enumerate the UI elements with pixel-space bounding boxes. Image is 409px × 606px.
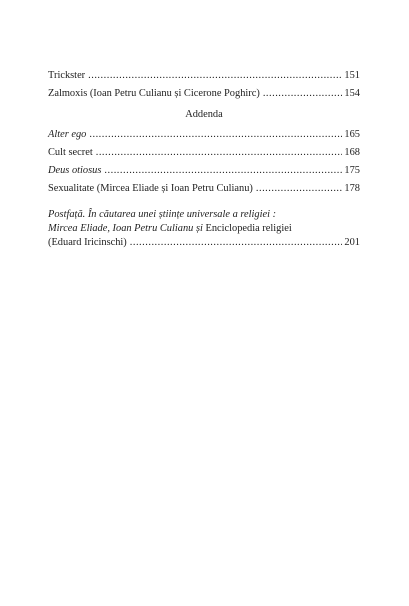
toc-page-number: 178 [344, 183, 360, 194]
leader-dots [256, 182, 343, 196]
toc-entry-title: Alter ego [48, 129, 87, 140]
leader-dots [89, 128, 342, 142]
toc-entry-zalmoxis [48, 87, 360, 101]
leader-dots [104, 164, 342, 178]
postfata-title-line2 [48, 222, 360, 236]
toc-page-number: 201 [344, 237, 360, 248]
toc-entry-deus-otiosus [48, 164, 360, 178]
toc-page-number: 168 [344, 147, 360, 158]
toc-page-number: 154 [344, 88, 360, 99]
toc-page-number: 165 [344, 129, 360, 140]
postfata-last-line [48, 236, 360, 250]
toc-entry-title: Sexualitate (Mircea Eliade și Ioan Petru Culianu) [48, 183, 253, 194]
postfata-title-line1: Postfață. În căutarea unei științe universale a religiei : [48, 209, 277, 220]
postfata-title-line2-plain: Enciclopedia religiei [202, 223, 292, 234]
toc-entry-title: Trickster [48, 70, 86, 81]
postfata-title-line2-italic: Mircea Eliade, Ioan Petru Culianu și [48, 223, 203, 234]
toc-entry-alter-ego [48, 128, 360, 142]
toc-entry-cult-secret [48, 146, 360, 160]
toc-entry-title: Cult secret [48, 147, 93, 158]
toc-entry-trickster [48, 69, 360, 83]
toc-page-number: 175 [344, 165, 360, 176]
leader-dots [130, 236, 343, 250]
toc-entry-title: Zalmoxis (Ioan Petru Culianu și Cicerone Poghirc) [48, 88, 260, 99]
toc-entry-title: (Eduard Iricinschi) [48, 237, 127, 248]
toc-entry-sexualitate [48, 182, 360, 196]
toc-entry-title: Deus otiosus [48, 165, 102, 176]
toc-page-number: 151 [344, 70, 360, 81]
table-of-contents [48, 69, 360, 250]
leader-dots [96, 146, 343, 160]
leader-dots [88, 69, 342, 83]
toc-entry-postfata [48, 208, 360, 250]
leader-dots [263, 87, 343, 101]
addenda-heading: Addenda [185, 109, 223, 120]
